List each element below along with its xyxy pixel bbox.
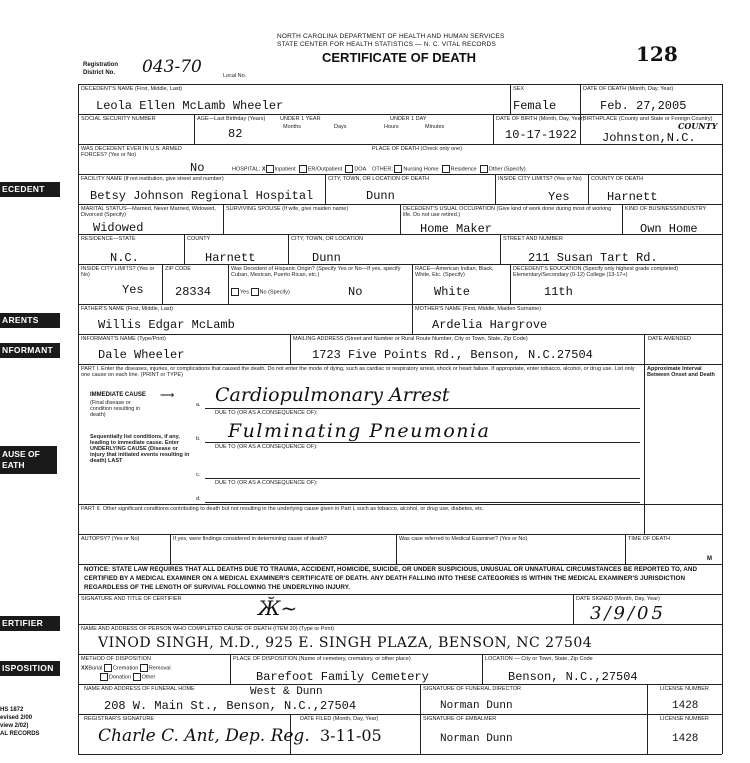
dob-value: 10-17-1922 [505, 128, 578, 142]
due-label-a: DUE TO (OR AS A CONSEQUENCE OF): [215, 410, 318, 416]
street-label: STREET AND NUMBER [503, 236, 563, 242]
license-value: 1428 [672, 700, 699, 712]
residence-checkbox[interactable] [442, 165, 450, 173]
res-county-value: Harnett [205, 251, 256, 265]
hispanic-label: Was Decedent of Hispanic Origin? (Specify Yes or No—If yes, specify Cuban, Mexican, Puerto Rican, etc.) [231, 266, 401, 278]
months-label: Months [283, 124, 302, 130]
sex-label: SEX [513, 86, 525, 92]
center-name: STATE CENTER FOR HEALTH STATISTICS — N. C. VITAL RECORDS [277, 41, 496, 48]
place-disp-value: Barefoot Family Cemetery [256, 670, 429, 684]
place-options: HOSPITAL: X Inpatient ER/Outpatient DOA OTHER: Nursing Home Residence Other (Specify) [232, 166, 526, 173]
education-label: DECEDENT'S EDUCATION (Specify only highest grade completed) Elementary/Secondary (0-12) College (13-17+) [513, 266, 679, 278]
marital-label: MARITAL STATUS—Married, Never Married, Widowed, Divorced (Specify) [81, 206, 216, 218]
facility-label: FACILITY NAME (If not institution, give street and number) [81, 176, 224, 182]
embalmer-license-label: LICENSE NUMBER [660, 716, 709, 722]
immediate-sub: (Final disease or condition resulting in death) [90, 400, 141, 418]
due-label-b: DUE TO (OR AS A CONSEQUENCE OF): [215, 444, 318, 450]
amended-label: DATE AMENDED [648, 336, 691, 342]
county-death-label: COUNTY OF DEATH [591, 176, 644, 182]
notice-text: NOTICE: STATE LAW REQUIRES THAT ALL DEATHS DUE TO TRAUMA, ACCIDENT, HOMICIDE, SUICIDE, OR UNDER SUSPICIOUS, UNUSUAL OR UNNATURAL CIRCUMSTANCES BE REPORTED TO, AND CERTIFIED BY A MEDICAL EXAMINER ON A MEDICAL EXAMINER'S CERTIFICATE OF DEATH. ANY DEATH FALLING INTO THESE CATEGORIES IS WITHIN THE MEDICAL EXAMINER'S JURISDICTION REGARDLESS OF THE LENGTH OF SURVIVAL FOLLOWING THE UNDERLYING INJURY. [84, 566, 698, 591]
spouse-label: SURVIVING SPOUSE (If wife, give maiden name) [226, 206, 349, 212]
registrar-value: Charle C. Ant, Dep. Reg. [98, 726, 310, 746]
mother-label: MOTHER'S NAME (First, Middle, Maiden Surname) [415, 306, 542, 312]
signed-label: DATE SIGNED (Month, Day, Year) [576, 596, 660, 602]
director-sig-label: SIGNATURE OF FUNERAL DIRECTOR [423, 686, 521, 692]
side-certifier: ERTIFIER [0, 616, 60, 631]
time-label: TIME OF DEATH [628, 536, 671, 542]
race-value: White [434, 285, 471, 299]
nursing-checkbox[interactable] [394, 165, 402, 173]
birthplace-value: Johnston,N.C. [602, 131, 696, 145]
side-cause: AUSE OF EATH [0, 446, 57, 474]
footer-line2: evised 2/00 [0, 715, 33, 721]
burial-option[interactable]: Burial [88, 665, 103, 672]
father-label: FATHER'S NAME (First, Middle, Last) [81, 306, 174, 312]
under1y-label: UNDER 1 YEAR [280, 116, 321, 122]
race-label: RACE—American Indian, Black, White, Etc. (Specify) [415, 266, 494, 278]
minutes-label: Minutes [425, 124, 445, 130]
embalmer-value: Norman Dunn [440, 733, 513, 745]
occupation-value: Home Maker [420, 222, 493, 236]
hispanic-value: No [348, 285, 363, 299]
embalmer-label: SIGNATURE OF EMBALMER [423, 716, 497, 722]
inside-city-value: Yes [548, 190, 570, 204]
certifier-signature: Ӂ~ [258, 596, 298, 620]
location-label: LOCATION — City or Town, State, Zip Code [485, 656, 593, 662]
department-name: NORTH CAROLINA DEPARTMENT OF HEALTH AND HUMAN SERVICES [277, 33, 505, 40]
cremation-checkbox[interactable] [104, 664, 112, 672]
fh-address: 208 W. Main St., Benson, N.C.,27504 [104, 699, 357, 713]
part2-label: PART II. Other significant conditions contributing to death but not resulting in the underlying cause given in Part I, such as tobacco, alcohol, or drug use, diabetes, etc. [81, 506, 484, 512]
armed-value: No [190, 161, 205, 175]
ssn-label: SOCIAL SECURITY NUMBER [81, 116, 156, 122]
res-county-label: COUNTY [187, 236, 211, 242]
res-inside-label: INSIDE CITY LIMITS? (Yes or No) [81, 266, 155, 278]
checked-mark: X [261, 166, 266, 173]
dod-label: DATE OF DEATH (Month, Day, Year) [583, 86, 674, 92]
immediate-label: IMMEDIATE CAUSE [90, 392, 146, 398]
autopsy-label: AUTOPSY? (Yes or No) [81, 536, 140, 542]
arrow-icon: ⟶ [160, 390, 175, 401]
informant-label: INFORMANT'S NAME (Type/Print) [81, 336, 166, 342]
other-disp-checkbox[interactable] [133, 673, 141, 681]
other-checkbox[interactable] [480, 165, 488, 173]
part1-label: PART I. Enter the diseases, injuries, or complications that caused the death. Do not enter the mode of dying, such as cardiac or respiratory arrest, shock or heart failure. If appropriate, enter tobacco, alcohol, or drug use. List only one cause on each line. (PRINT or TYPE) [81, 366, 635, 378]
city-death-value: Dunn [366, 189, 395, 203]
me-label: Was case referred to Medical Examiner? (Yes or No) [399, 536, 528, 542]
res-inside-value: Yes [122, 283, 144, 297]
father-value: Willis Edgar McLamb [98, 318, 235, 332]
birthplace-county: COUNTY [678, 121, 718, 131]
mother-value: Ardelia Hargrove [432, 318, 548, 332]
dod-value: Feb. 27,2005 [600, 99, 687, 113]
inside-city-label: INSIDE CITY LIMITS? (Yes or No) [498, 176, 582, 182]
sex-value: Female [513, 99, 557, 113]
res-city-label: CITY, TOWN, OR LOCATION [291, 236, 364, 242]
decedent-name: Leola Ellen McLamb Wheeler [96, 99, 284, 113]
filed-label: DATE FILED (Month, Day, Year) [300, 716, 379, 722]
interval-label: Approximate Interval Between Onset and Death [647, 366, 715, 378]
hospital-label: HOSPITAL: [232, 166, 261, 173]
side-disposition: ISPOSITION [0, 661, 60, 676]
certificate-number: 128 [636, 42, 678, 66]
inpatient-checkbox[interactable] [266, 165, 274, 173]
local-label: Local No. [223, 73, 247, 79]
city-death-label: CITY, TOWN, OR LOCATION OF DEATH [328, 176, 429, 182]
education-value: 11th [544, 285, 573, 299]
side-informant: NFORMANT [0, 343, 60, 358]
removal-checkbox[interactable] [140, 664, 148, 672]
registrar-label: REGISTRAR'S SIGNATURE [84, 716, 155, 722]
fh-label: NAME AND ADDRESS OF FUNERAL HOME [84, 686, 195, 692]
business-value: Own Home [640, 222, 698, 236]
decedent-name-label: DECEDENT'S NAME (First, Middle, Last) [81, 86, 182, 92]
footer-line3: view 2/02) [0, 723, 29, 729]
side-decedent: ECEDENT [0, 182, 60, 197]
footer-line4: AL RECORDS [0, 731, 40, 737]
zip-value: 28334 [175, 285, 212, 299]
registration-value: 043-70 [142, 57, 202, 77]
embalmer-license-value: 1428 [672, 733, 699, 745]
death-certificate: NORTH CAROLINA DEPARTMENT OF HEALTH AND HUMAN SERVICES STATE CENTER FOR HEALTH STATISTICS — N. C. VITAL RECORDS CERTIFICATE OF DEATH 128 Registration District No. 043-70 Local No. ECEDENT ARENTS NFORMANT AUSE OF EATH ERTIFIER ISPOSITION DECEDENT'S NAME (First, Middle, Last) Leola Ellen McLamb Wheeler SEX Female DATE OF DEATH (Month, Day, Year) Feb. 27,2005 SOCIAL SECURITY NUMBER AGE—Last Birthday (Years) 82 UNDER 1 YEAR Months Days UNDER 1 DAY Hours Minutes DATE OF BIRTH (Month, Day, Year) 10-17-1922 BIRTHPLACE (County and State or Foreign Country) COUNTY Johnston,N.C. WAS DECEDENT EVER IN U.S. ARMED FORCES? (Yes or No) No PLACE OF DEATH (Check only one) HOSPITAL: X Inpatient ER/Outpatient DOA OTHER: Nursing Home Residence Other (Specify) FACILITY NAME (If not institution, give street and number) Betsy Johnson Regional Hospital CITY, TOWN, OR LOCATION OF DEATH Dunn INSIDE CITY LIMITS? (Yes or No) Yes COUNTY OF DEATH Harnett MARITAL STATUS—Married, Never Married, Widowed, Divorced (Specify) Widowed SURVIVING SPOUSE (If wife, give maiden name) DECEDENT'S USUAL OCCUPATION (Give kind of work done during most of working life. Do not use retired.) Home Maker KIND OF BUSINESS/INDUSTRY Own Home RESIDENCE—STATE N.C. COUNTY Harnett CITY, TOWN, OR LOCATION Dunn STREET AND NUMBER 211 Susan Tart Rd. INSIDE CITY LIMITS? (Yes or No) Yes ZIP CODE 28334 Was Decedent of Hispanic Origin? (Specify Yes or No—If yes, specify Cuban, Mexican, Puerto Rican, etc.) Yes No (Specify) No RACE—American Indian, Black, White, Etc. (Specify) White DECEDENT'S EDUCATION (Specify only highest grade completed) Elementary/Secondary (0-12) College (13-17+) 11th FATHER'S NAME (First, Middle, Last) Willis Edgar McLamb MOTHER'S NAME (First, Middle, Maiden Surname) Ardelia Hargrove INFORMANT'S NAME (Type/Print) Dale Wheeler MAILING ADDRESS (Street and Number or Rural Route Number, City or Town, State, Zip Code) 1723 Five Points Rd., Benson, N.C.27504 DATE AMENDED PART I. Enter the diseases, injuries, or complications that caused the death. Do not enter the mode of dying, such as cardiac or respiratory arrest, shock or heart failure. If appropriate, enter tobacco, alcohol, or drug use. List only one cause on each line. (PRINT or TYPE) Approximate Interval Between Onset and Death IMMEDIATE CAUSE (Final disease or condition resulting in death) ⟶ a. Cardiopulmonary Arrest DUE TO (OR AS A CONSEQUENCE OF): Sequentially list conditions, if any, leading to immediate cause. Enter UNDERLYING CAUSE (Disease or injury that initiated events resulting in death) LAST b. Fulminating Pneumonia DUE TO (OR AS A CONSEQUENCE OF): c. DUE TO (OR AS A CONSEQUENCE OF): d. PART II. Other significant conditions contributing to death but not resulting in the underlying cause given in Part I, such as tobacco, alcohol, or drug use, diabetes, etc. AUTOPSY? (Yes or No) If yes, were findings considered in determining cause of death? Was case referred to Medical Examiner? (Yes or No) TIME OF DEATH M NOTICE: STATE LAW REQUIRES THAT ALL DEATHS DUE TO TRAUMA, ACCIDENT, HOMICIDE, SUICIDE, OR UNDER SUSPICIOUS, UNUSUAL OR UNNATURAL CIRCUMSTANCES BE REPORTED TO, AND CERTIFIED BY A MEDICAL EXAMINER ON A MEDICAL EXAMINER'S CERTIFICATE OF DEATH. ANY DEATH FALLING INTO THESE CATEGORIES IS WITHIN THE MEDICAL EXAMINER'S JURISDICTION REGARDLESS OF THE LENGTH OF SURVIVAL FOLLOWING THE UNDERLYING INJURY. SIGNATURE AND TITLE OF CERTIFIER Ӂ~ DATE SIGNED (Month, Day, Year) 3/9/05 NAME AND ADDRESS OF PERSON WHO COMPLETED CAUSE OF DEATH (ITEM 20) (Type or Print) VINOD SINGH, M.D., 925 E. SINGH PLAZA, BENSON, NC 27504 METHOD OF DISPOSITION XXBurial Cremation Removal Donation Other PLACE OF DISPOSITION (Name of cemetery, crematory, or other place) Barefoot Family Cemetery LOCATION — City or Town, State, Zip Code Benson, N.C.,27504 NAME AND ADDRESS OF FUNERAL HOME West & Dunn 208 W. Main St., Benson, N.C.,27504 SIGNATURE OF FUNERAL DIRECTOR Norman Dunn LICENSE NUMBER 1428 REGISTRAR'S SIGNATURE Charle C. Ant, Dep. Reg. DATE FILED (Month, Day, Year) 3-11-05 SIGNATURE OF EMBALMER Norman Dunn LICENSE NUMBER 1428 HS 1872 evised 2/00 view 2/02) AL RECORDS [0, 0, 750, 763]
dob-label: DATE OF BIRTH (Month, Day, Year) [496, 116, 585, 122]
donation-checkbox[interactable] [100, 673, 108, 681]
hispanic-no-checkbox[interactable] [251, 288, 259, 296]
completer-label: NAME AND ADDRESS OF PERSON WHO COMPLETED CAUSE OF DEATH (ITEM 20) (Type or Print) [81, 626, 334, 632]
res-state-value: N.C. [110, 251, 139, 265]
business-label: KIND OF BUSINESS/INDUSTRY [625, 206, 707, 212]
hispanic-yes-checkbox[interactable] [231, 288, 239, 296]
cause-line-a: Cardiopulmonary Arrest [215, 384, 450, 406]
place-label: PLACE OF DEATH (Check only one) [372, 146, 463, 152]
filed-value: 3-11-05 [320, 726, 382, 745]
findings-label: If yes, were findings considered in determining cause of death? [173, 536, 327, 542]
res-state-label: RESIDENCE—STATE [81, 236, 136, 242]
district-label: District No. [83, 70, 116, 76]
hispanic-options: Yes No (Specify) [231, 288, 290, 296]
street-value: 211 Susan Tart Rd. [528, 251, 658, 265]
res-city-value: Dunn [312, 251, 341, 265]
signed-value: 3/9/05 [590, 603, 666, 624]
county-death-value: Harnett [607, 190, 658, 204]
cause-line-b: Fulminating Pneumonia [228, 420, 491, 442]
informant-value: Dale Wheeler [98, 348, 185, 362]
license-label: LICENSE NUMBER [660, 686, 709, 692]
er-checkbox[interactable] [299, 165, 307, 173]
zip-label: ZIP CODE [165, 266, 191, 272]
address-label: MAILING ADDRESS (Street and Number or Rural Route Number, City or Town, State, Zip Code) [293, 336, 528, 342]
due-label-c: DUE TO (OR AS A CONSEQUENCE OF): [215, 480, 318, 486]
fh-name: West & Dunn [250, 686, 323, 698]
method-options-2: Donation Other [100, 673, 155, 681]
address-value: 1723 Five Points Rd., Benson, N.C.27504 [312, 348, 593, 362]
doa-checkbox[interactable] [345, 165, 353, 173]
certifier-sig-label: SIGNATURE AND TITLE OF CERTIFIER [81, 596, 182, 602]
seq-label: Sequentially list conditions, if any, leading to immediate cause. Enter UNDERLYING CAUSE (Disease or injury that initiated events resulting in death) LAST [90, 434, 190, 464]
completer-value: VINOD SINGH, M.D., 925 E. SINGH PLAZA, BENSON, NC 27504 [98, 635, 593, 651]
facility-value: Betsy Johnson Regional Hospital [90, 189, 314, 203]
days-label: Days [334, 124, 347, 130]
armed-label: WAS DECEDENT EVER IN U.S. ARMED FORCES? (Yes or No) [81, 146, 182, 158]
location-value: Benson, N.C.,27504 [508, 670, 638, 684]
director-value: Norman Dunn [440, 700, 513, 712]
place-disp-label: PLACE OF DISPOSITION (Name of cemetery, crematory, or other place) [233, 656, 411, 662]
occupation-label: DECEDENT'S USUAL OCCUPATION (Give kind of work done during most of working life. Do not use retired.) [403, 206, 612, 218]
method-options-1: XXBurial Cremation Removal [81, 665, 171, 672]
footer-line1: HS 1872 [0, 707, 24, 713]
age-value: 82 [228, 127, 243, 141]
birthplace-label: BIRTHPLACE (County and State or Foreign Country) [583, 116, 713, 122]
registration-label: Registration [83, 62, 119, 68]
side-parents: ARENTS [0, 313, 60, 328]
certificate-title: CERTIFICATE OF DEATH [322, 50, 477, 65]
under1d-label: UNDER 1 DAY [390, 116, 427, 122]
method-label: METHOD OF DISPOSITION [81, 656, 151, 662]
marital-value: Widowed [93, 221, 144, 235]
age-label: AGE—Last Birthday (Years) [197, 116, 266, 122]
time-m: M [707, 556, 712, 562]
hours-label: Hours [384, 124, 399, 130]
